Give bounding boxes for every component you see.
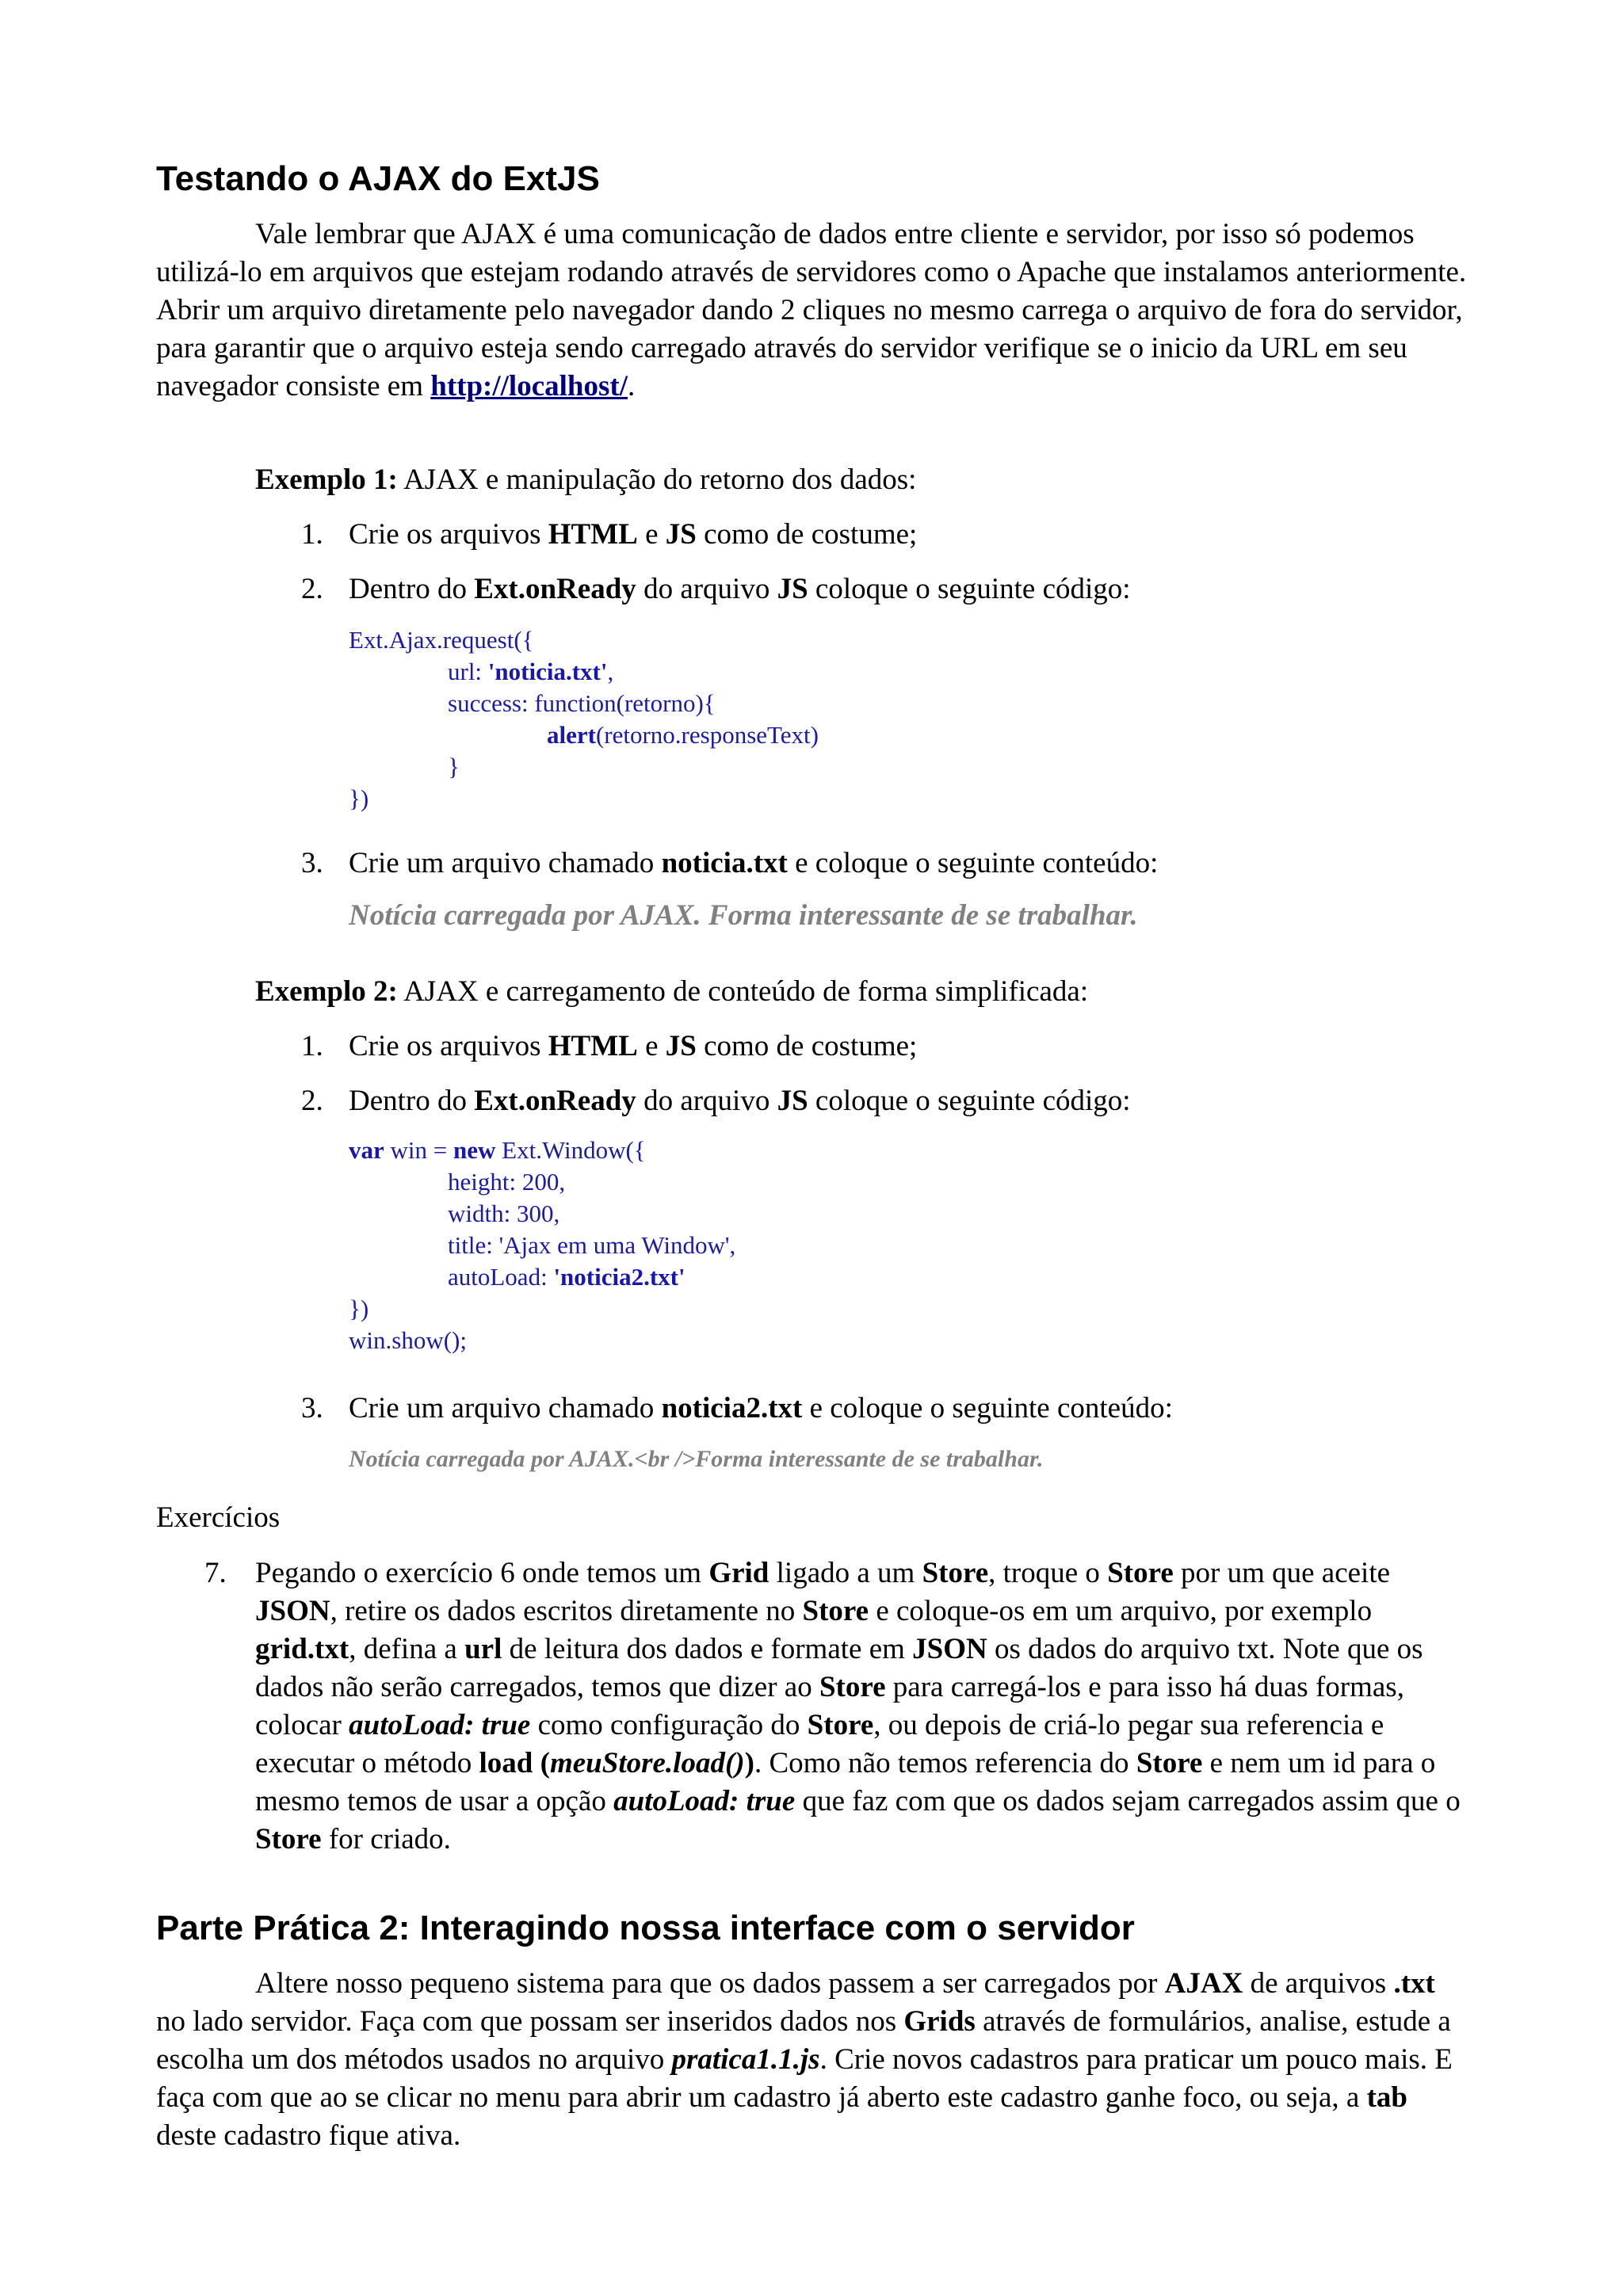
example1-title bbox=[255, 461, 916, 499]
step-text: do arquivo bbox=[643, 1085, 770, 1117]
code-line: title: 'Ajax em uma Window', bbox=[448, 1231, 736, 1259]
code-line bbox=[349, 719, 819, 751]
example2-label: Exemplo 2: bbox=[255, 975, 398, 1008]
example1-label: Exemplo 1: bbox=[255, 463, 398, 496]
text-run: . Como não temos referencia do bbox=[754, 1747, 1136, 1779]
exercise-number: 7. bbox=[204, 1557, 227, 1589]
code-line: }) bbox=[349, 1295, 369, 1322]
example2-code-block bbox=[349, 1135, 735, 1356]
text-run: e coloque-os em um arquivo, por exemplo bbox=[869, 1595, 1373, 1627]
pratica-text bbox=[156, 1967, 1453, 2152]
step-bold: JS bbox=[777, 573, 808, 605]
text-run: , retire os dados escritos diretamente no bbox=[330, 1595, 803, 1627]
bold-term: grid.txt bbox=[255, 1633, 349, 1665]
step-bold: Ext.onReady bbox=[474, 1085, 636, 1117]
step-bold: HTML bbox=[548, 1030, 638, 1062]
example1-title-text: AJAX e manipulação do retorno dos dados: bbox=[403, 463, 917, 496]
step-text: Crie os arquivos bbox=[349, 1030, 541, 1062]
code-token: 'noticia2.txt' bbox=[553, 1263, 685, 1291]
text-run: Altere nosso pequeno sistema para que os dados passem a ser carregados por bbox=[255, 1967, 1165, 2000]
bold-term: JSON bbox=[255, 1595, 330, 1627]
text-run: os dados do arquivo txt. Note que os dados não serão carregados, temos que dizer ao bbox=[255, 1633, 1423, 1703]
step-text: Dentro do bbox=[349, 573, 467, 605]
code-token: win = bbox=[384, 1136, 453, 1164]
step-text: como de costume; bbox=[704, 518, 918, 551]
text-run: ligado a um bbox=[769, 1557, 922, 1589]
step-text: coloque o seguinte código: bbox=[815, 1085, 1131, 1117]
code-token: Ext.Window({ bbox=[495, 1136, 646, 1164]
example2-note: Notícia carregada por AJAX.<br />Forma interessante de se trabalhar. bbox=[349, 1446, 1044, 1472]
bold-term: ) bbox=[744, 1747, 754, 1779]
step-text: e coloque o seguinte conteúdo: bbox=[795, 847, 1159, 879]
step-number: 2. bbox=[301, 573, 323, 605]
code-line: height: 200, bbox=[448, 1168, 566, 1196]
code-line: } bbox=[448, 753, 460, 780]
step-number: 2. bbox=[301, 1085, 323, 1117]
bold-term: AJAX bbox=[1164, 1967, 1243, 2000]
example2-step1 bbox=[301, 1028, 917, 1066]
example2-step2 bbox=[301, 1082, 1131, 1120]
step-bold: HTML bbox=[548, 518, 638, 551]
intro-end: . bbox=[628, 370, 636, 402]
text-run: Pegando o exercício 6 onde temos um bbox=[255, 1557, 709, 1589]
step-number: 3. bbox=[301, 1392, 323, 1425]
step-text: do arquivo bbox=[643, 573, 770, 605]
bold-term: Store bbox=[922, 1557, 989, 1589]
bold-italic-term: pratica1.1.js bbox=[671, 2043, 820, 2076]
example1-step1 bbox=[301, 516, 917, 554]
bold-term: Grids bbox=[903, 2005, 976, 2038]
bold-term: Store bbox=[255, 1823, 322, 1855]
bold-term: Grid bbox=[708, 1557, 769, 1589]
text-run: , defina a bbox=[349, 1633, 465, 1665]
step-text: Crie os arquivos bbox=[349, 518, 541, 551]
code-token: autoLoad: bbox=[448, 1263, 554, 1291]
example1-step3 bbox=[301, 845, 1158, 883]
bold-term: Store bbox=[1136, 1747, 1203, 1779]
exercise-7-text bbox=[255, 1554, 1476, 1859]
text-run: e nem um id para o mesmo temos de usar a opção bbox=[255, 1747, 1436, 1817]
code-line bbox=[349, 1261, 735, 1293]
bold-term: Store bbox=[802, 1595, 869, 1627]
step-text: Crie um arquivo chamado bbox=[349, 1392, 655, 1425]
text-run: de arquivos bbox=[1243, 1967, 1394, 2000]
text-run: deste cadastro fique ativa. bbox=[156, 2119, 461, 2152]
localhost-link[interactable]: http://localhost/ bbox=[430, 370, 628, 402]
bold-italic-term: autoLoad: true bbox=[349, 1709, 531, 1741]
code-token: 'noticia.txt' bbox=[487, 658, 608, 685]
example2-title-text: AJAX e carregamento de conteúdo de forma simplificada: bbox=[403, 975, 1089, 1008]
code-token: (retorno.responseText) bbox=[595, 721, 819, 749]
code-keyword: new bbox=[453, 1136, 496, 1164]
text-run: para carregá-los e para isso há duas formas, colocar bbox=[255, 1671, 1404, 1741]
step-text: como de costume; bbox=[704, 1030, 918, 1062]
code-keyword: var bbox=[349, 1136, 384, 1164]
step-text: coloque o seguinte código: bbox=[815, 573, 1131, 605]
step-text: Dentro do bbox=[349, 1085, 467, 1117]
example1-step2 bbox=[301, 570, 1131, 608]
text-run: que faz com que os dados sejam carregados assim que o bbox=[795, 1785, 1461, 1817]
text-run: por um que aceite bbox=[1173, 1557, 1391, 1589]
step-number: 1. bbox=[301, 1030, 323, 1062]
step-number: 1. bbox=[301, 518, 323, 551]
step-text: e bbox=[645, 518, 659, 551]
intro-text: Vale lembrar que AJAX é uma comunicação de dados entre cliente e servidor, por isso só podemos utilizá-lo em arquivos que estejam rodando através de servidores como o Apache que instalamos anteriormente. Abrir um arquivo diretamente pelo navegador dando 2 cliques no mesmo carrega o arquivo de fora do servidor, para garantir que o arquivo esteja sendo carregado através do servidor verifique se o inicio da URL em seu navegador consiste em bbox=[156, 218, 1467, 402]
section-heading-ajax: Testando o AJAX do ExtJS bbox=[156, 159, 600, 198]
code-line: win.show(); bbox=[349, 1326, 467, 1354]
example2-title bbox=[255, 973, 1088, 1011]
step-bold: JS bbox=[777, 1085, 808, 1117]
example2-step3 bbox=[301, 1390, 1173, 1428]
example1-code-block bbox=[349, 624, 819, 814]
code-line bbox=[349, 1135, 735, 1166]
step-bold: noticia2.txt bbox=[661, 1392, 803, 1425]
step-number: 3. bbox=[301, 847, 323, 879]
example1-note: Notícia carregada por AJAX. Forma interessante de se trabalhar. bbox=[349, 899, 1138, 932]
bold-term: .txt bbox=[1393, 1967, 1435, 2000]
bold-term: JSON bbox=[912, 1633, 987, 1665]
text-run: no lado servidor. Faça com que possam ser inseridos dados nos bbox=[156, 2005, 904, 2038]
code-line: }) bbox=[349, 784, 369, 812]
text-run: . Crie novos cadastros para praticar um pouco mais. E faça com que ao se clicar no menu para abrir um cadastro já aberto este cadastro ganhe foco, ou seja, a bbox=[156, 2043, 1453, 2114]
text-run: , ou depois de criá-lo pegar sua referencia e executar o método bbox=[255, 1709, 1384, 1779]
text-run: for criado. bbox=[321, 1823, 451, 1855]
bold-term: url bbox=[464, 1633, 502, 1665]
step-bold: JS bbox=[665, 518, 697, 551]
exercises-heading: Exercícios bbox=[156, 1501, 281, 1534]
step-bold: JS bbox=[665, 1030, 697, 1062]
code-token: url: bbox=[448, 658, 488, 685]
text-run: de leitura dos dados e formate em bbox=[502, 1633, 913, 1665]
pratica-paragraph bbox=[156, 1965, 1472, 2155]
code-token: alert bbox=[547, 721, 596, 749]
code-line bbox=[349, 656, 819, 688]
bold-term: Store bbox=[1107, 1557, 1174, 1589]
step-text: e bbox=[645, 1030, 659, 1062]
step-bold: noticia.txt bbox=[661, 847, 788, 879]
section-heading-pratica: Parte Prática 2: Interagindo nossa interface com o servidor bbox=[156, 1909, 1135, 1947]
bold-italic-term: autoLoad: true bbox=[613, 1785, 796, 1817]
text-run: , troque o bbox=[988, 1557, 1108, 1589]
bold-term: Store bbox=[807, 1709, 874, 1741]
intro-paragraph bbox=[156, 215, 1472, 406]
code-line: success: function(retorno){ bbox=[448, 689, 716, 717]
step-bold: Ext.onReady bbox=[474, 573, 636, 605]
code-line: Ext.Ajax.request({ bbox=[349, 626, 534, 654]
step-text: Crie um arquivo chamado bbox=[349, 847, 655, 879]
bold-term: tab bbox=[1366, 2081, 1407, 2114]
text-run: através de formulários, analise, estude a escolha um dos métodos usados no arquivo bbox=[156, 2005, 1451, 2076]
step-text: e coloque o seguinte conteúdo: bbox=[809, 1392, 1173, 1425]
code-line: width: 300, bbox=[448, 1199, 560, 1227]
text-run: como configuração do bbox=[530, 1709, 808, 1741]
bold-term: load ( bbox=[479, 1747, 550, 1779]
bold-term: Store bbox=[819, 1671, 886, 1703]
bold-italic-term: meuStore.load() bbox=[549, 1747, 745, 1779]
code-token: , bbox=[607, 658, 614, 685]
